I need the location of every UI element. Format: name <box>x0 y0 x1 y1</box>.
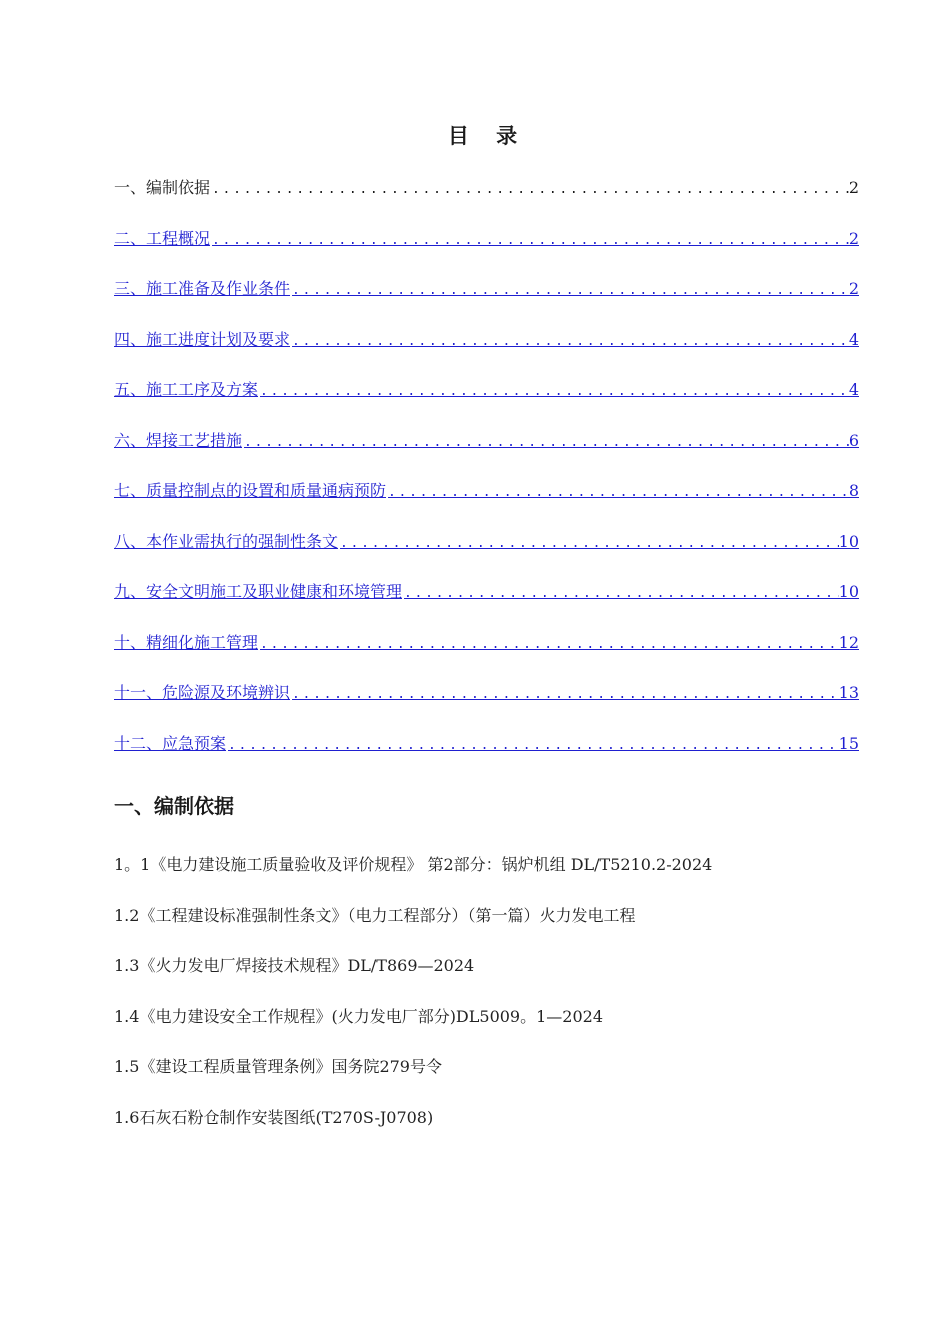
toc-entry-link[interactable] <box>114 680 859 731</box>
toc-entry-page: 12 <box>838 632 859 652</box>
toc-entry-label: 四、施工进度计划及要求 <box>114 329 291 349</box>
toc-entry-page: 10 <box>838 582 859 601</box>
toc-leader-dots <box>290 283 849 298</box>
toc-entry-label: 五、施工工序及方案 <box>114 380 259 399</box>
toc-entry-label: 十二、应急预案 <box>114 733 227 753</box>
toc-entry-label: 二、工程概况 <box>114 228 211 248</box>
toc-entry-page: 2 <box>848 178 859 197</box>
toc-entry-link[interactable] <box>114 327 859 378</box>
toc-entry-label: 八、本作业需执行的强制性条文 <box>114 531 339 551</box>
toc-entry-page: 13 <box>838 683 859 702</box>
toc-entry-link[interactable] <box>114 428 859 479</box>
table-of-contents <box>114 175 859 781</box>
toc-leader-dots <box>386 485 849 500</box>
toc-entry-label: 一、编制依据 <box>114 178 211 197</box>
toc-leader-dots <box>290 687 839 702</box>
toc-entry-label: 十一、危险源及环境辨识 <box>114 683 291 702</box>
toc-entry-link[interactable] <box>114 478 859 529</box>
toc-entry-page: 2 <box>848 228 859 248</box>
toc-leader-dots <box>402 586 839 601</box>
toc-entry-link[interactable] <box>114 377 859 428</box>
section-heading: 一、编制依据 <box>114 794 234 818</box>
toc-entry-link[interactable] <box>114 529 859 580</box>
toc-entry-label: 七、质量控制点的设置和质量通病预防 <box>114 481 387 500</box>
basis-item: 1.3《火力发电厂焊接技术规程》DL/T869—2024 <box>114 956 475 975</box>
toc-entry-link[interactable] <box>114 226 859 277</box>
basis-item: 1.6石灰石粉仓制作安装图纸(T270S-J0708) <box>114 1107 434 1127</box>
toc-entry-page: 10 <box>838 531 859 551</box>
toc-leader-dots <box>210 182 849 197</box>
toc-title: 目 录 <box>447 124 528 148</box>
basis-item: 1.5《建设工程质量管理条例》国务院279号令 <box>114 1057 442 1076</box>
toc-entry-label: 六、焊接工艺措施 <box>114 430 243 450</box>
toc-entry-page: 6 <box>848 430 859 450</box>
basis-list <box>114 852 859 1155</box>
toc-leader-dots <box>258 637 839 652</box>
toc-entry[interactable] <box>114 175 859 226</box>
toc-entry-link[interactable] <box>114 579 859 630</box>
basis-item: 1.2《工程建设标准强制性条文》（电力工程部分）（第一篇）火力发电工程 <box>114 905 636 925</box>
toc-entry-page: 4 <box>848 329 859 349</box>
toc-entry-page: 4 <box>848 380 859 399</box>
toc-entry-link[interactable] <box>114 630 859 681</box>
basis-item: 1.4《电力建设安全工作规程》(火力发电厂部分)DL5009。1—2024 <box>114 1006 604 1026</box>
toc-leader-dots <box>210 233 849 248</box>
toc-leader-dots <box>258 384 849 399</box>
toc-entry-label: 九、安全文明施工及职业健康和环境管理 <box>114 582 403 601</box>
toc-entry-label: 三、施工准备及作业条件 <box>114 279 291 298</box>
toc-entry-page: 15 <box>838 733 859 753</box>
toc-leader-dots <box>242 435 849 450</box>
toc-leader-dots <box>338 536 839 551</box>
toc-entry-link[interactable] <box>114 731 859 782</box>
toc-leader-dots <box>290 334 849 349</box>
toc-entry-page: 2 <box>848 279 859 298</box>
basis-item: 1。1《电力建设施工质量验收及评价规程》 第2部分：锅炉机组 DL/T5210.2-2024 <box>114 855 713 874</box>
toc-entry-page: 8 <box>848 481 859 500</box>
toc-leader-dots <box>226 738 839 753</box>
toc-entry-link[interactable] <box>114 276 859 327</box>
toc-entry-label: 十、精细化施工管理 <box>114 632 259 652</box>
